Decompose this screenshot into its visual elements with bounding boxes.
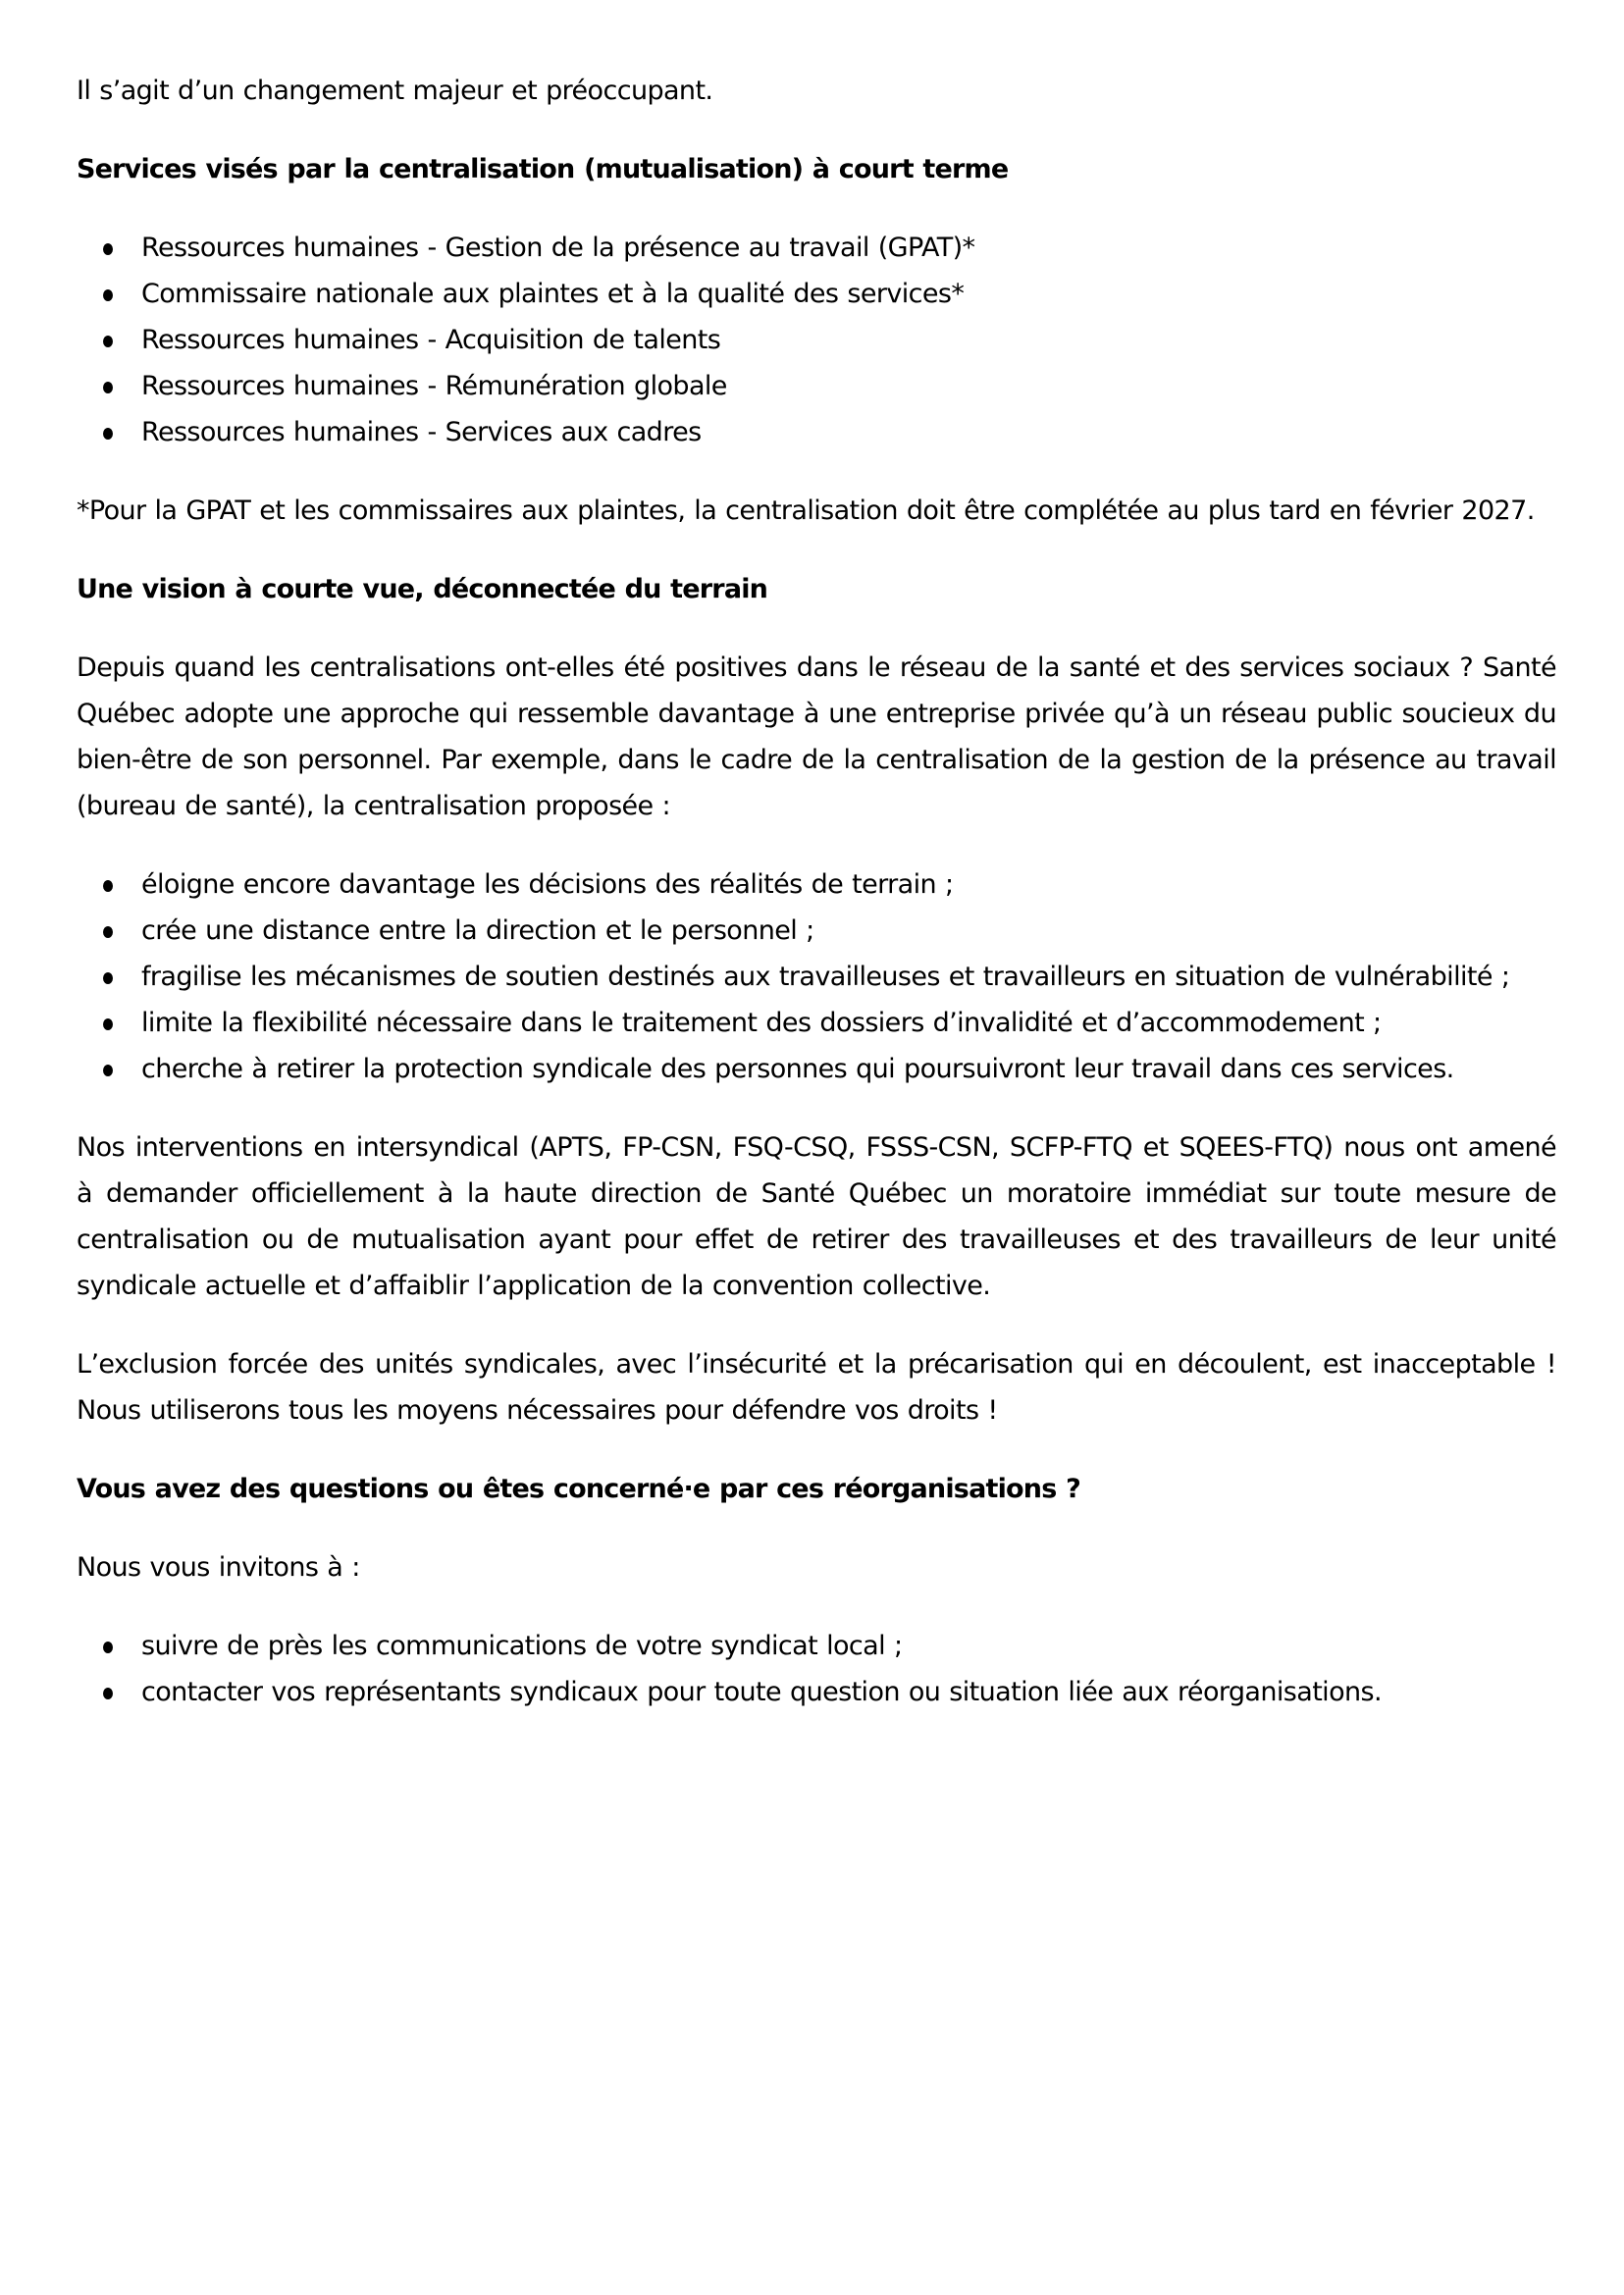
bullet-icon [103, 1065, 113, 1076]
exclusion-paragraph: L’exclusion forcée des unités syndicales, avec l’insécurité et la précarisation qui en découlent, est inacceptable ! Nous utiliserons tous les moyens nécessaires pour défendre vos droits ! [77, 1349, 1556, 1426]
heading-vision-courte-vue: Une vision à courte vue, déconnectée du terrain [77, 574, 768, 604]
bullet-icon [103, 289, 113, 301]
invitation-list [77, 1623, 1556, 1715]
document-page [77, 68, 1556, 1747]
list-item: contacter vos représentants syndicaux pour toute question ou situation liée aux réorganisations. [77, 1669, 1556, 1715]
bullet-icon [103, 336, 113, 347]
list-item: fragilise les mécanismes de soutien destinés aux travailleuses et travailleurs en situation de vulnérabilité ; [77, 954, 1556, 1000]
body-paragraph: Depuis quand les centralisations ont-elles été positives dans le réseau de la santé et des services sociaux ? Santé Québec adopte une approche qui ressemble davantage à une entreprise privée qu’à un réseau public soucieux du bien-être de son personnel. Par exemple, dans le cadre de la centralisation de la gestion de la présence au travail (bureau de santé), la centralisation proposée : [77, 652, 1556, 821]
bullet-icon [103, 382, 113, 393]
list-item: crée une distance entre la direction et le personnel ; [77, 908, 1556, 954]
list-item: Ressources humaines - Rémunération globale [77, 363, 1556, 409]
bullet-icon [103, 926, 113, 938]
bullet-icon [103, 880, 113, 892]
heading-services-centralisation: Services visés par la centralisation (mutualisation) à court terme [77, 154, 1009, 184]
bullet-icon [103, 972, 113, 984]
intersyndical-paragraph: Nos interventions en intersyndical (APTS, FP-CSN, FSQ-CSQ, FSSS-CSN, SCFP-FTQ et SQEES-FTQ) nous ont amené à demander officiellement à la haute direction de Santé Québec un moratoire immédiat sur toute mesure de centralisation ou de mutualisation ayant pour effet de retirer des travailleuses et des travailleurs de leur unité syndicale actuelle et d’affaiblir l’application de la convention collective. [77, 1132, 1556, 1301]
bullet-icon [103, 1642, 113, 1653]
heading-questions: Vous avez des questions ou êtes concerné·e par ces réorganisations ? [77, 1474, 1080, 1504]
bullet-icon [103, 428, 113, 440]
list-item: suivre de près les communications de votre syndicat local ; [77, 1623, 1556, 1669]
list-item: éloigne encore davantage les décisions des réalités de terrain ; [77, 861, 1556, 908]
bullet-icon [103, 1018, 113, 1030]
list-item: cherche à retirer la protection syndicale des personnes qui poursuivront leur travail dans ces services. [77, 1046, 1556, 1092]
list-item: limite la flexibilité nécessaire dans le traitement des dossiers d’invalidité et d’accommodement ; [77, 1000, 1556, 1046]
list-item: Ressources humaines - Services aux cadres [77, 409, 1556, 455]
list-item: Commissaire nationale aux plaintes et à la qualité des services* [77, 271, 1556, 317]
bullet-icon [103, 1688, 113, 1699]
invitation-paragraph: Nous vous invitons à : [77, 1552, 360, 1583]
bullet-icon [103, 243, 113, 255]
consequences-list [77, 861, 1556, 1092]
list-item: Ressources humaines - Gestion de la présence au travail (GPAT)* [77, 225, 1556, 271]
services-list [77, 225, 1556, 455]
intro-paragraph: Il s’agit d’un changement majeur et préoccupant. [77, 76, 713, 106]
list-item: Ressources humaines - Acquisition de talents [77, 317, 1556, 363]
footnote-paragraph: *Pour la GPAT et les commissaires aux plaintes, la centralisation doit être complétée au plus tard en février 2027. [77, 496, 1535, 526]
